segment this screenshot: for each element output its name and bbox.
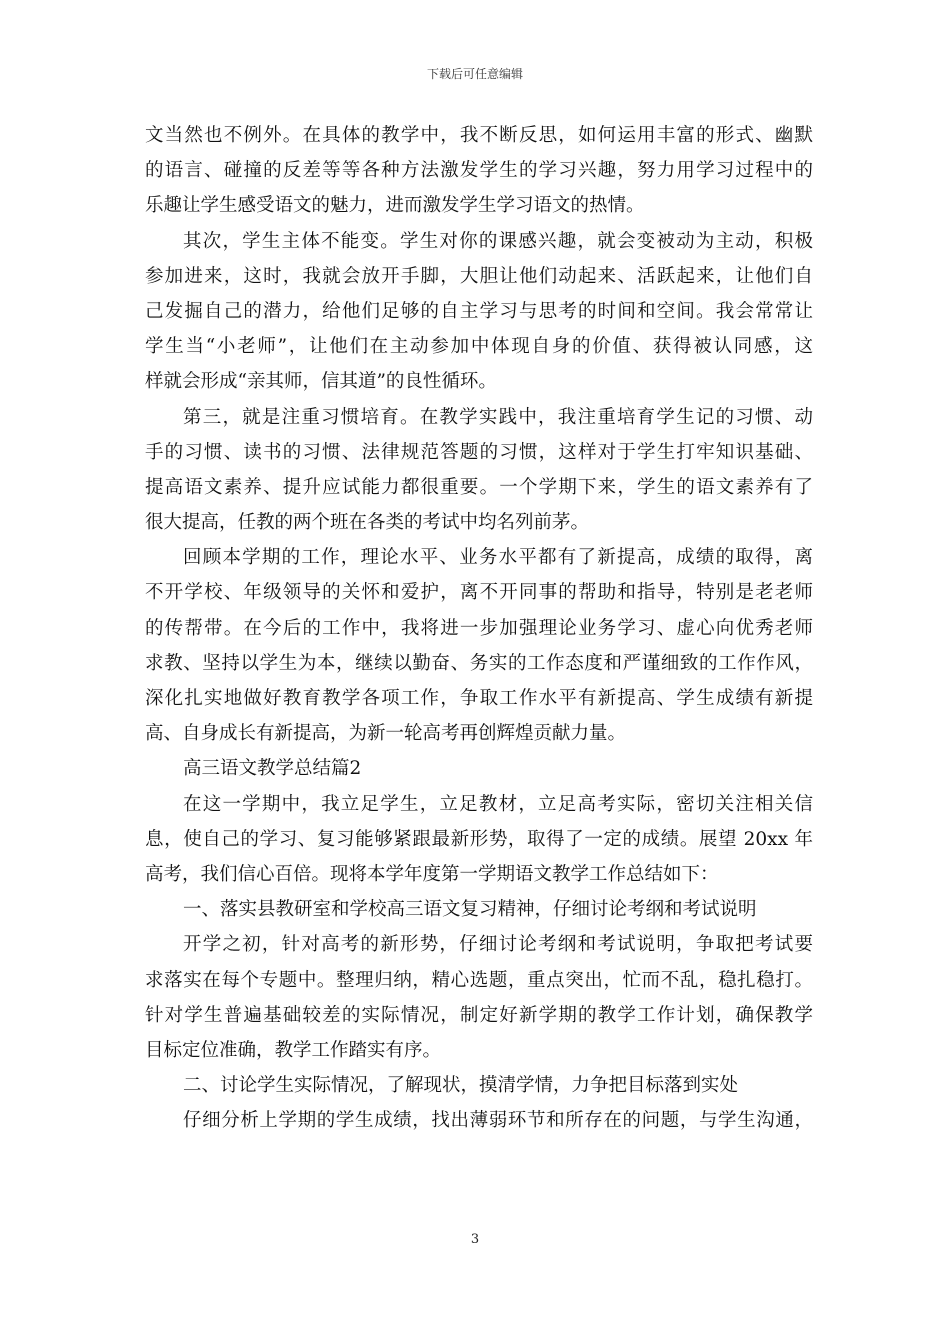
text-line: 高、自身成长有新提高，为新一轮高考再创辉煌贡献力量。 <box>145 723 627 745</box>
text-line: 高考，我们信心百倍。现将本学年度第一学期语文教学工作总结如下： <box>145 863 719 885</box>
text-line: 开学之初，针对高考的新形势，仔细讨论考纲和考试说明，争取把考试要 <box>183 934 813 956</box>
text-line: 的传帮带。在今后的工作中，我将进一步加强理论业务学习、虚心向优秀老师 <box>145 617 813 639</box>
text-line: 深化扎实地做好教育教学各项工作，争取工作水平有新提高、学生成绩有新提 <box>145 688 813 709</box>
text-line: 求教、坚持以学生为本，继续以勤奋、务实的工作态度和严谨细致的工作作风， <box>145 652 813 674</box>
page-header: 下载后可任意编辑 <box>426 67 523 81</box>
text-line: 手的习惯、读书的习惯、法律规范答题的习惯，这样对于学生打牢知识基础、 <box>145 441 813 463</box>
text-line: 第三，就是注重习惯培育。在教学实践中，我注重培育学生记的习惯、动 <box>183 406 813 428</box>
text-line: 息，使自己的学习、复习能够紧跟最新形势，取得了一定的成绩。展望 20xx 年 <box>145 828 813 850</box>
text-line: 己发掘自己的潜力，给他们足够的自主学习与思考的时间和空间。我会常常让 <box>145 300 813 322</box>
text-line: 很大提高，任教的两个班在各类的考试中均名列前茅。 <box>145 512 590 534</box>
text-line: 回顾本学期的工作，理论水平、业务水平都有了新提高，成绩的取得，离 <box>183 547 813 569</box>
text-line: 针对学生普遍基础较差的实际情况，制定好新学期的教学工作计划，确保教学 <box>145 1004 813 1026</box>
text-line: 其次，学生主体不能变。学生对你的课感兴趣，就会变被动为主动，积极 <box>183 230 813 252</box>
text-line: 参加进来，这时，我就会放开手脚，大胆让他们动起来、活跃起来，让他们自 <box>145 265 813 287</box>
page-number: 3 <box>470 1232 480 1247</box>
text-line: 样就会形成“亲其师，信其道”的良性循环。 <box>145 371 497 393</box>
text-line: 高三语文教学总结篇2 <box>183 758 362 780</box>
text-line: 二、讨论学生实际情况，了解现状，摸清学情，力争把目标落到实处 <box>183 1075 739 1097</box>
text-line: 的语言、碰撞的反差等等各种方法激发学生的学习兴趣，努力用学习过程中的 <box>145 160 813 182</box>
text-line: 在这一学期中，我立足学生，立足教材，立足高考实际，密切关注相关信 <box>183 793 813 815</box>
text-line: 文当然也不例外。在具体的教学中，我不断反思，如何运用丰富的形式、幽默 <box>145 125 813 146</box>
text-line: 学生当“小老师”，让他们在主动参加中体现自身的价值、获得被认同感，这 <box>145 336 813 358</box>
text-line: 提高语文素养、提升应试能力都很重要。一个学期下来，学生的语文素养有了 <box>145 476 813 498</box>
text-line: 目标定位准确，教学工作踏实有序。 <box>145 1039 442 1061</box>
text-line: 求落实在每个专题中。整理归纳，精心选题，重点突出，忙而不乱，稳扎稳打。 <box>145 969 813 991</box>
text-line: 一、落实县教研室和学校高三语文复习精神，仔细讨论考纲和考试说明 <box>183 899 757 921</box>
text-line: 不开学校、年级领导的关怀和爱护，离不开同事的帮助和指导，特别是老老师 <box>145 582 813 604</box>
text-line: 仔细分析上学期的学生成绩，找出薄弱环节和所存在的问题，与学生沟通， <box>183 1110 813 1132</box>
text-line: 乐趣让学生感受语文的魅力，进而激发学生学习语文的热情。 <box>145 195 645 217</box>
document-body <box>145 118 813 1138</box>
